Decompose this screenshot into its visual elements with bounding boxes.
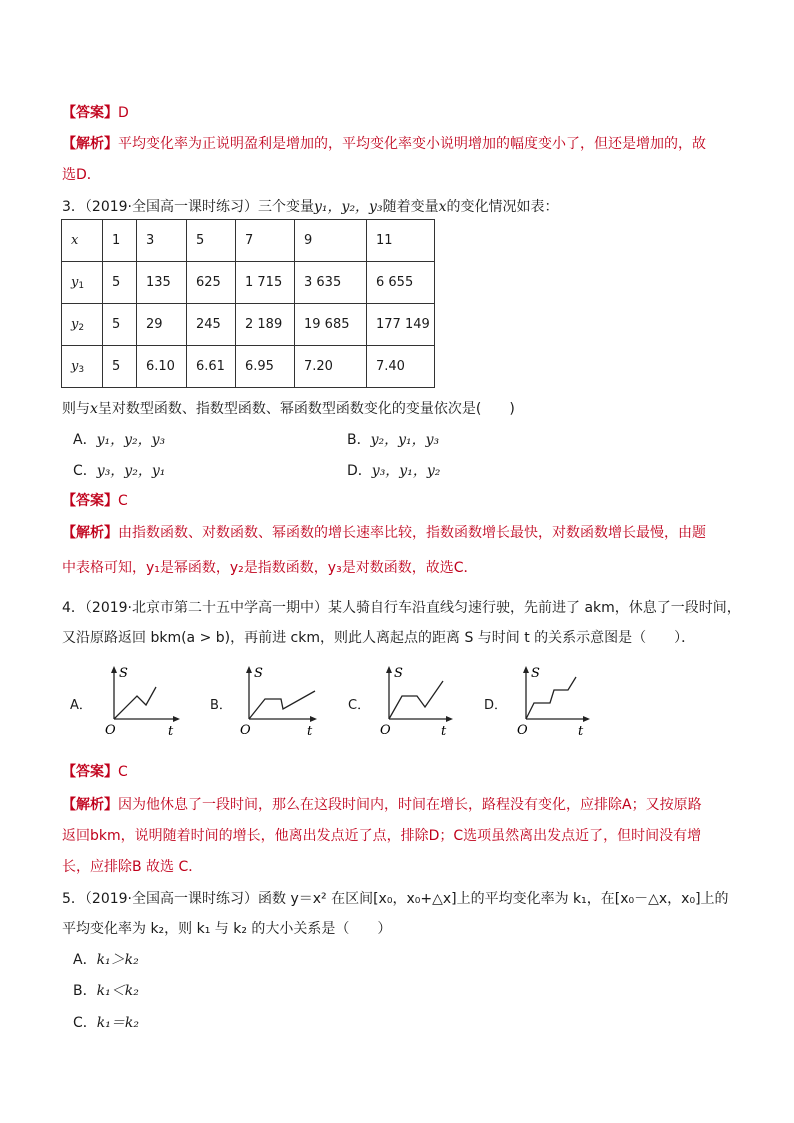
distance-time-graph-b [235, 663, 325, 738]
graph-option-d[interactable] [512, 663, 597, 742]
option-text: y₃，y₂，y₁ [96, 463, 166, 479]
table-cell: 5 [103, 304, 137, 346]
option-text: k₁＜k₂ [96, 983, 139, 999]
row-header-subscript: 3 [78, 364, 85, 375]
row-header-var: y [71, 274, 79, 290]
table-row [62, 304, 435, 346]
option-letter: B． [347, 432, 371, 448]
q3-option-c[interactable] [73, 460, 165, 480]
q4-analysis-line1 [62, 794, 702, 814]
q4-stem-line1 [62, 597, 741, 617]
table-cell: 3 [137, 220, 187, 262]
analysis-label: 【解析】 [62, 525, 118, 541]
q3-option-b[interactable] [347, 429, 439, 449]
q5-option-b[interactable] [73, 980, 139, 1000]
q4-stem-line2: 又沿原路返回 bkm(a > b)，再前进 ckm，则此人离起点的距离 S 与时间 t 的关系示意图是（ ）． [62, 630, 696, 646]
q3-question [62, 398, 515, 418]
axis-label-t: t [168, 724, 174, 738]
option-text: y₁，y₂，y₃ [96, 432, 166, 448]
stem-text: 某人骑自行车沿直线匀速行驶，先前进了 akm，休息了一段时间， [328, 600, 741, 616]
table-cell: 5 [103, 262, 137, 304]
stem-text: 的变化情况如表： [446, 199, 559, 215]
graph-option-b[interactable] [235, 663, 325, 742]
option-letter: D． [347, 463, 372, 479]
q4-analysis-line2: 返回bkm，说明随着时间的增长，他离出发点近了点，排除D；C选项虽然离出发点近了，但时间没有增 [62, 828, 702, 844]
table-row [62, 220, 435, 262]
graph-option-a[interactable] [100, 663, 185, 742]
q4-analysis-line3: 长，应排除B 故选 C． [62, 859, 203, 875]
stem-vars: y₁，y₂，y₃ [314, 199, 383, 215]
table-cell: 9 [295, 220, 367, 262]
q4-answer-line [62, 761, 128, 781]
q5-option-a[interactable] [73, 949, 139, 969]
row-header-var: y [71, 358, 79, 374]
question-text: 呈对数型函数、指数型函数、幂函数型函数变化的变量依次是( ) [97, 401, 515, 417]
stem-text: 随着变量 [382, 199, 439, 215]
graph-option-letter-c: C． [348, 698, 371, 713]
table-cell: 5 [103, 346, 137, 388]
table-cell: 7 [236, 220, 295, 262]
origin-label: O [240, 723, 251, 738]
answer-value: C [118, 493, 128, 509]
table-cell: 6.61 [187, 346, 236, 388]
option-letter: A． [73, 952, 97, 968]
table-cell: 6 655 [367, 262, 435, 304]
question-source: （2019·北京市第二十五中学高一期中） [84, 600, 329, 616]
q3-answer-line [62, 490, 128, 510]
table-row [62, 262, 435, 304]
q3-stem [62, 196, 559, 216]
q3-option-a[interactable] [73, 429, 165, 449]
table-cell: 1 715 [236, 262, 295, 304]
table-cell: 7.20 [295, 346, 367, 388]
q2-analysis-line2: 选D． [62, 167, 101, 183]
origin-label: O [105, 723, 116, 738]
table-cell: 3 635 [295, 262, 367, 304]
q2-analysis-line1 [62, 133, 706, 153]
q3-analysis-line1 [62, 522, 706, 542]
table-body [62, 220, 435, 388]
question-text: 则与 [62, 401, 90, 417]
question-var-x: x [90, 401, 98, 417]
option-letter: A． [73, 432, 97, 448]
row-header-subscript: 2 [78, 322, 85, 333]
q5-stem-line1 [62, 888, 729, 908]
table-cell: 11 [367, 220, 435, 262]
stem-var-x: x [438, 199, 447, 215]
q5-stem-line2: 平均变化率为 k₂，则 k₁ 与 k₂ 的大小关系是（ ） [62, 921, 392, 937]
answer-label: 【答案】 [62, 764, 118, 780]
question-number: 5． [62, 891, 85, 907]
answer-label: 【答案】 [62, 493, 118, 509]
table-cell: 19 685 [295, 304, 367, 346]
q3-analysis-line2: 中表格可知，y₁是幂函数，y₂是指数函数，y₃是对数函数，故选C． [62, 560, 478, 576]
distance-time-graph-c [375, 663, 460, 738]
table-cell: 177 149 [367, 304, 435, 346]
option-letter: C． [73, 463, 97, 479]
answer-value: C [118, 764, 128, 780]
axis-label-t: t [578, 724, 584, 738]
table-cell: 625 [187, 262, 236, 304]
analysis-text: 由指数函数、对数函数、幂函数的增长速率比较，指数函数增长最快，对数函数增长最慢，由题 [118, 525, 706, 541]
row-header-cell [62, 262, 103, 304]
row-header-cell [62, 220, 103, 262]
question-number: 4． [62, 600, 85, 616]
table-cell: 29 [137, 304, 187, 346]
option-text: k₁＞k₂ [96, 952, 139, 968]
table-row [62, 346, 435, 388]
q5-option-c[interactable] [73, 1012, 139, 1032]
option-text: y₃，y₁，y₂ [371, 463, 441, 479]
q3-option-d[interactable] [347, 460, 440, 480]
row-header-var: y [71, 316, 79, 332]
table-cell: 1 [103, 220, 137, 262]
option-text: k₁＝k₂ [96, 1015, 139, 1031]
question-number: 3． [62, 199, 85, 215]
table-cell: 5 [187, 220, 236, 262]
row-header-cell [62, 346, 103, 388]
origin-label: O [517, 723, 528, 738]
question-source: （2019·全国高一课时练习） [84, 199, 259, 215]
table-cell: 135 [137, 262, 187, 304]
option-letter: C． [73, 1015, 97, 1031]
option-letter: B． [73, 983, 97, 999]
row-header-var: x [71, 233, 79, 248]
table-cell: 245 [187, 304, 236, 346]
table-cell: 6.95 [236, 346, 295, 388]
table-cell: 7.40 [367, 346, 435, 388]
origin-label: O [380, 723, 391, 738]
row-header-cell [62, 304, 103, 346]
row-header-subscript: 1 [78, 280, 85, 291]
axis-label-t: t [441, 724, 447, 738]
variables-table [61, 219, 435, 388]
analysis-text: 平均变化率为正说明盈利是增加的，平均变化率变小说明增加的幅度变小了，但还是增加的，故 [118, 136, 706, 152]
answer-value: D [118, 105, 129, 121]
stem-text: 三个变量 [258, 199, 315, 215]
stem-text: 函数 y＝x² 在区间[x₀，x₀+△x]上的平均变化率为 k₁，在[x₀－△x，x₀]上的 [258, 891, 729, 907]
graph-option-c[interactable] [375, 663, 460, 742]
distance-time-graph-d [512, 663, 597, 738]
graph-option-letter-a: A． [70, 698, 92, 713]
answer-label: 【答案】 [62, 105, 118, 121]
axis-label-s: S [254, 666, 263, 681]
axis-label-s: S [119, 666, 128, 681]
question-source: （2019·全国高一课时练习） [84, 891, 259, 907]
analysis-label: 【解析】 [62, 136, 118, 152]
analysis-text: 因为他休息了一段时间，那么在这段时间内，时间在增长，路程没有变化，应排除A；又按原路 [118, 797, 702, 813]
axis-label-t: t [307, 724, 313, 738]
graph-option-letter-d: D． [484, 698, 508, 713]
table-cell: 2 189 [236, 304, 295, 346]
axis-label-s: S [394, 666, 403, 681]
graph-option-letter-b: B． [210, 698, 232, 713]
option-text: y₂，y₁，y₃ [370, 432, 440, 448]
table-cell: 6.10 [137, 346, 187, 388]
axis-label-s: S [531, 666, 540, 681]
distance-time-graph-a [100, 663, 185, 738]
analysis-label: 【解析】 [62, 797, 118, 813]
q2-answer-line [62, 102, 129, 122]
